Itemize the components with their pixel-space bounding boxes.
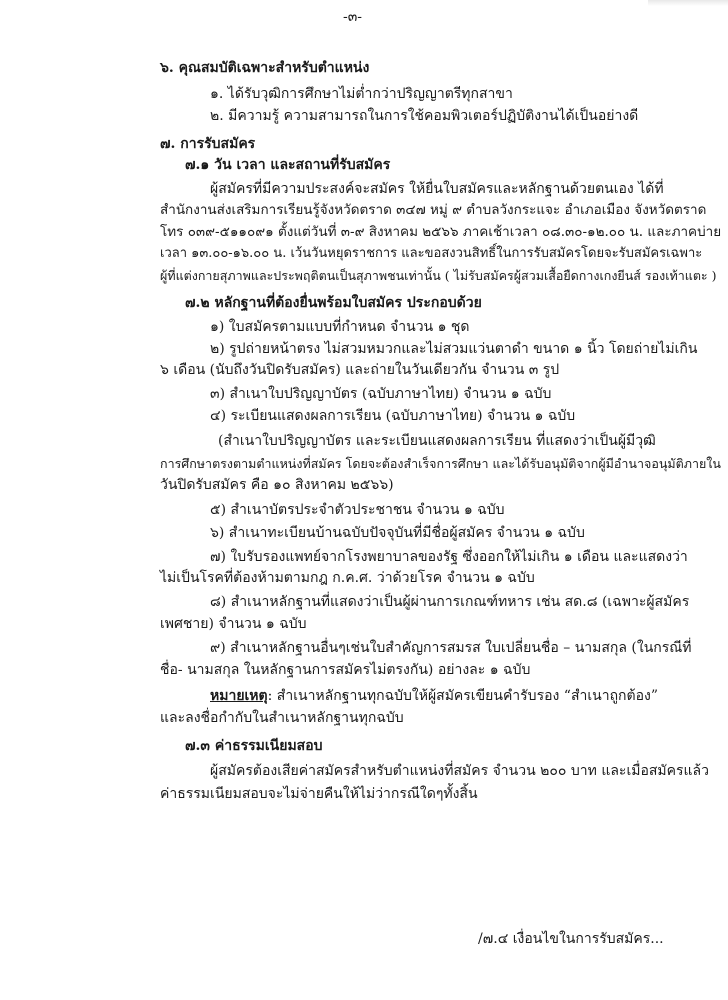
section7-1-line: สำนักงานส่งเสริมการเรียนรู้จังหวัดตราด ๓๔๗ หมู่ ๙ ตำบลวังกระแจะ อำเภอเมือง จังหวัดตราด (160, 202, 707, 218)
note-label: หมายเหตุ (210, 688, 268, 704)
section6-heading: ๖. คุณสมบัติเฉพาะสำหรับตำแหน่ง (160, 60, 370, 76)
section7-2-line: ๗) ใบรับรองแพทย์จากโรงพยาบาลของรัฐ ซึ่งออกให้ไม่เกิน ๑ เดือน และแสดงว่า (210, 549, 688, 565)
note-text: : สำเนาหลักฐานทุกฉบับให้ผู้สมัครเขียนคำรับรอง “สำเนาถูกต้อง” (267, 688, 659, 704)
section7-1-line: โทร ๐๓๙-๕๑๑๐๙๑ ตั้งแต่วันที่ ๓-๙ สิงหาคม ๒๕๖๖ ภาคเช้าเวลา ๐๘.๓๐-๑๒.๐๐ น. และภาคบ่าย (160, 224, 722, 240)
section7-3-heading: ๗.๓ ค่าธรรมเนียมสอบ (185, 738, 323, 754)
section7-3-line: ผู้สมัครต้องเสียค่าสมัครสำหรับตำแหน่งที่สมัคร จำนวน ๒๐๐ บาท และเมื่อสมัครแล้ว (210, 763, 709, 779)
section7-2-line: ๑) ใบสมัครตามแบบที่กำหนด จำนวน ๑ ชุด (210, 319, 470, 335)
section7-1-line: ผู้ที่แต่งกายสุภาพและประพฤติตนเป็นสุภาพชนเท่านั้น ( ไม่รับสมัครผู้สวมเสื้อยืดกางเกงยีนส์ รองเท้าแตะ ) (160, 268, 717, 283)
section7-2-line: ๔) ระเบียนแสดงผลการเรียน (ฉบับภาษาไทย) จำนวน ๑ ฉบับ (210, 408, 576, 424)
section7-2-line: เพศชาย) จำนวน ๑ ฉบับ (160, 616, 307, 632)
footer-continuation: /๗.๔ เงื่อนไขในการรับสมัคร... (478, 931, 664, 947)
section7-2-line: วันปิดรับสมัคร คือ ๑๐ สิงหาคม ๒๕๖๖) (160, 477, 394, 493)
section7-1-line: เวลา ๑๓.๐๐-๑๖.๐๐ น. เว้นวันหยุดราชการ และขอสงวนสิทธิ์ในการรับสมัครโดยจะรับสมัครเฉพาะ (160, 246, 703, 261)
section7-1-line: ผู้สมัครที่มีความประสงค์จะสมัคร ให้ยื่นใบสมัครและหลักฐานด้วยตนเอง ได้ที่ (210, 181, 664, 197)
page-fold-shadow (648, 0, 728, 6)
section7-2-line: ๓) สำเนาใบปริญญาบัตร (ฉบับภาษาไทย) จำนวน ๑ ฉบับ (210, 386, 552, 402)
section7-3-line: ค่าธรรมเนียมสอบจะไม่จ่ายคืนให้ไม่ว่ากรณีใดๆทั้งสิ้น (160, 786, 478, 802)
section7-2-line: (สำเนาใบปริญญาบัตร และระเบียนแสดงผลการเรียน ที่แสดงว่าเป็นผู้มีวุฒิ (218, 433, 656, 449)
section7-2-line: ๘) สำเนาหลักฐานที่แสดงว่าเป็นผู้ผ่านการเกณฑ์ทหาร เช่น สด.๘ (เฉพาะผู้สมัคร (210, 594, 690, 610)
section7-2-line: การศึกษาตรงตามตำแหน่งที่สมัคร โดยจะต้องสำเร็จการศึกษา และได้รับอนุมัติจากผู้มีอำนาจอนุมัติภายใน (160, 456, 721, 471)
section6-item-2: ๒. มีความรู้ ความสามารถในการใช้คอมพิวเตอร์ปฏิบัติงานได้เป็นอย่างดี (210, 108, 639, 124)
note-line-2: และลงชื่อกำกับในสำเนาหลักฐานทุกฉบับ (160, 710, 404, 726)
page-number: -๓- (343, 9, 363, 25)
section7-2-line: ชื่อ- นามสกุล ในหลักฐานการสมัครไม่ตรงกัน) อย่างละ ๑ ฉบับ (160, 662, 531, 678)
section7-heading: ๗. การรับสมัคร (160, 136, 256, 152)
section7-2-line: ๕) สำเนาบัตรประจำตัวประชาชน จำนวน ๑ ฉบับ (210, 502, 505, 518)
section7-2-line: ๖) สำเนาทะเบียนบ้านฉบับปัจจุบันที่มีชื่อผู้สมัคร จำนวน ๑ ฉบับ (210, 525, 585, 541)
section6-item-1: ๑. ได้รับวุฒิการศึกษาไม่ต่ำกว่าปริญญาตรีทุกสาขา (210, 86, 513, 102)
section7-2-line: ๒) รูปถ่ายหน้าตรง ไม่สวมหมวกและไม่สวมแว่นตาดำ ขนาด ๑ นิ้ว โดยถ่ายไม่เกิน (210, 341, 698, 357)
section7-2-line: ๖ เดือน (นับถึงวันปิดรับสมัคร) และถ่ายในวันเดียวกัน จำนวน ๓ รูป (160, 362, 560, 378)
section7-2-heading: ๗.๒ หลักฐานที่ต้องยื่นพร้อมใบสมัคร ประกอบด้วย (185, 295, 482, 311)
section7-2-line: ไม่เป็นโรคที่ต้องห้ามตามกฎ ก.ค.ศ. ว่าด้วยโรค จำนวน ๑ ฉบับ (160, 570, 535, 586)
section7-2-line: ๙) สำเนาหลักฐานอื่นๆเช่นใบสำคัญการสมรส ใบเปลี่ยนชื่อ – นามสกุล (ในกรณีที่ (210, 640, 692, 656)
note-line (210, 688, 658, 705)
section7-1-heading: ๗.๑ วัน เวลา และสถานที่รับสมัคร (185, 157, 391, 173)
